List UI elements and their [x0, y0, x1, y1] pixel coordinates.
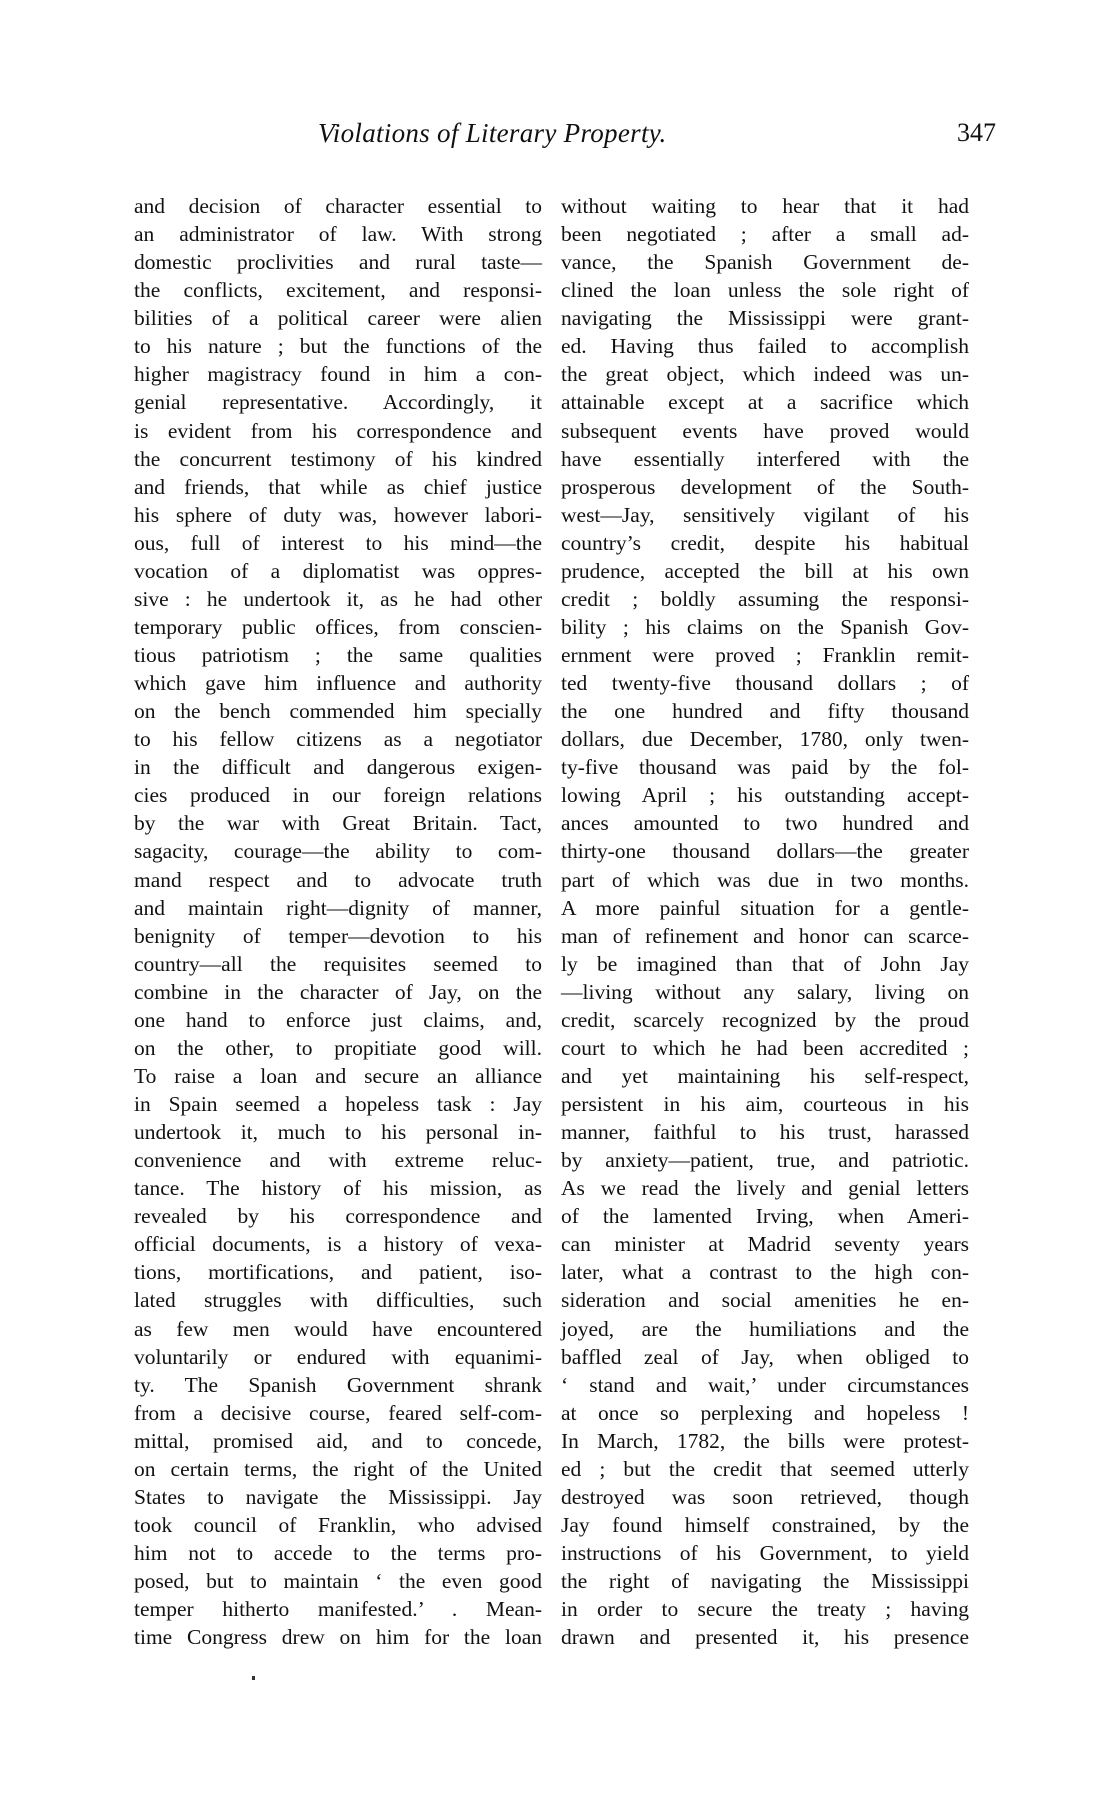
text-line: persistent in his aim, courteous in his	[561, 1092, 969, 1116]
text-line: of the lamented Irving, when Ameri-	[561, 1204, 969, 1229]
text-line: have essentially interfered with the	[561, 446, 969, 471]
text-line: undertook it, much to his personal in-	[134, 1120, 542, 1145]
text-line: took council of Franklin, who advised	[134, 1512, 542, 1537]
text-line: court to which he had been accredited ;	[561, 1035, 969, 1060]
text-line: sive : he undertook it, as he had other	[134, 586, 542, 611]
text-line: ances amounted to two hundred and	[561, 811, 969, 836]
text-line: bility ; his claims on the Spanish Gov-	[561, 614, 969, 639]
text-line: west—Jay, sensitively vigilant of his	[561, 502, 969, 527]
text-line: clined the loan unless the sole right of	[561, 278, 969, 303]
text-line: in Spain seemed a hopeless task : Jay	[134, 1092, 542, 1116]
text-line: drawn and presented it, his presence	[561, 1625, 969, 1650]
text-line: combine in the character of Jay, on the	[134, 979, 542, 1004]
text-line: as few men would have encountered	[134, 1316, 542, 1341]
text-line: temper hitherto manifested.’ . Mean-	[134, 1597, 542, 1622]
text-line: prosperous development of the South-	[561, 474, 969, 499]
text-line: the conflicts, excitement, and responsi-	[134, 278, 542, 303]
text-line: To raise a loan and secure an alliance	[134, 1063, 542, 1088]
text-line: to his nature ; but the functions of the	[134, 334, 542, 359]
text-line: and yet maintaining his self-respect,	[561, 1063, 969, 1088]
text-line: revealed by his correspondence and	[134, 1204, 542, 1229]
text-line: is evident from his correspondence and	[134, 418, 542, 443]
text-line: In March, 1782, the bills were protest-	[561, 1428, 969, 1453]
text-line: the great object, which indeed was un-	[561, 362, 969, 387]
text-line: States to navigate the Mississippi. Jay	[134, 1484, 542, 1509]
text-line: been negotiated ; after a small ad-	[561, 222, 969, 247]
text-line: ty-five thousand was paid by the fol-	[561, 755, 969, 780]
text-line: Jay found himself constrained, by the	[561, 1512, 969, 1537]
text-line: tance. The history of his mission, as	[134, 1176, 542, 1201]
text-line: thirty-one thousand dollars—the greater	[561, 839, 969, 864]
text-line: vocation of a diplomatist was oppres-	[134, 558, 542, 583]
text-line: As we read the lively and genial letters	[561, 1176, 969, 1201]
text-line: an administrator of law. With strong	[134, 222, 542, 247]
text-line: one hand to enforce just claims, and,	[134, 1007, 542, 1032]
text-line: manner, faithful to his trust, harassed	[561, 1120, 969, 1145]
page-number: 347	[957, 118, 996, 147]
text-line: lated struggles with difficulties, such	[134, 1288, 542, 1313]
text-line: joyed, are the humiliations and the	[561, 1316, 969, 1341]
text-line: dollars, due December, 1780, only twen-	[561, 727, 969, 752]
text-line: genial representative. Accordingly, it	[134, 390, 542, 415]
text-line: his sphere of duty was, however labori-	[134, 502, 542, 527]
text-line: —living without any salary, living on	[561, 979, 969, 1004]
text-line: benignity of temper—devotion to his	[134, 923, 542, 948]
text-line: in the difficult and dangerous exigen-	[134, 755, 542, 780]
text-line: ted twenty-five thousand dollars ; of	[561, 671, 969, 696]
right-text-column	[561, 192, 969, 1651]
text-line: subsequent events have proved would	[561, 418, 969, 443]
text-line: later, what a contrast to the high con-	[561, 1260, 969, 1285]
text-line: lowing April ; his outstanding accept-	[561, 783, 969, 808]
text-line: on the other, to propitiate good will.	[134, 1035, 542, 1060]
text-line: sagacity, courage—the ability to com-	[134, 839, 542, 864]
text-line: can minister at Madrid seventy years	[561, 1232, 969, 1257]
text-line: official documents, is a history of vexa-	[134, 1232, 542, 1257]
text-line: country’s credit, despite his habitual	[561, 530, 969, 555]
text-line: destroyed was soon retrieved, though	[561, 1484, 969, 1509]
text-line: baffled zeal of Jay, when obliged to	[561, 1344, 969, 1369]
text-line: and decision of character essential to	[134, 194, 542, 218]
text-line: ty. The Spanish Government shrank	[134, 1372, 542, 1397]
text-line: navigating the Mississippi were grant-	[561, 306, 969, 331]
text-line: which gave him influence and authority	[134, 671, 542, 696]
page-header	[0, 118, 1120, 158]
text-line: country—all the requisites seemed to	[134, 951, 542, 976]
text-line: sideration and social amenities he en-	[561, 1288, 969, 1313]
text-line: vance, the Spanish Government de-	[561, 250, 969, 275]
text-line: him not to accede to the terms pro-	[134, 1541, 542, 1565]
text-line: at once so perplexing and hopeless !	[561, 1400, 969, 1425]
text-line: without waiting to hear that it had	[561, 194, 969, 218]
text-line: credit, scarcely recognized by the proud	[561, 1007, 969, 1032]
text-line: from a decisive course, feared self-com-	[134, 1400, 542, 1425]
text-line: cies produced in our foreign relations	[134, 783, 542, 808]
text-line: ly be imagined than that of John Jay	[561, 951, 969, 976]
text-line: by the war with Great Britain. Tact,	[134, 811, 542, 836]
text-line: the right of navigating the Mississippi	[561, 1569, 969, 1594]
text-line: man of refinement and honor can scarce-	[561, 923, 969, 948]
text-line: part of which was due in two months.	[561, 867, 969, 892]
text-line: the one hundred and fifty thousand	[561, 699, 969, 724]
text-line: voluntarily or endured with equanimi-	[134, 1344, 542, 1369]
text-line: to his fellow citizens as a negotiator	[134, 727, 542, 752]
text-line: posed, but to maintain ‘ the even good	[134, 1569, 542, 1594]
text-line: and maintain right—dignity of manner,	[134, 895, 542, 920]
text-line: higher magistracy found in him a con-	[134, 362, 542, 387]
text-line: tious patriotism ; the same qualities	[134, 643, 542, 667]
left-text-column	[134, 192, 542, 1651]
running-title: Violations of Literary Property.	[318, 118, 667, 148]
text-line: domestic proclivities and rural taste—	[134, 250, 542, 275]
text-line: mittal, promised aid, and to concede,	[134, 1428, 542, 1453]
text-line: ous, full of interest to his mind—the	[134, 530, 542, 555]
text-line: prudence, accepted the bill at his own	[561, 558, 969, 583]
text-line: instructions of his Government, to yield	[561, 1541, 969, 1565]
stray-print-mark	[252, 1676, 255, 1680]
text-line: by anxiety—patient, true, and patriotic.	[561, 1148, 969, 1173]
text-line: ed. Having thus failed to accomplish	[561, 334, 969, 359]
text-line: ernment were proved ; Franklin remit-	[561, 643, 969, 667]
text-line: time Congress drew on him for the loan	[134, 1625, 542, 1650]
text-line: convenience and with extreme reluc-	[134, 1148, 542, 1173]
text-line: ‘ stand and wait,’ under circumstances	[561, 1372, 969, 1397]
text-line: ed ; but the credit that seemed utterly	[561, 1456, 969, 1481]
text-line: bilities of a political career were alien	[134, 306, 542, 331]
text-line: credit ; boldly assuming the responsi-	[561, 586, 969, 611]
text-line: and friends, that while as chief justice	[134, 474, 542, 499]
text-line: mand respect and to advocate truth	[134, 867, 542, 892]
text-line: A more painful situation for a gentle-	[561, 895, 969, 920]
text-line: on the bench commended him specially	[134, 699, 542, 724]
text-line: on certain terms, the right of the United	[134, 1456, 542, 1481]
text-line: the concurrent testimony of his kindred	[134, 446, 542, 471]
text-line: attainable except at a sacrifice which	[561, 390, 969, 415]
text-line: temporary public offices, from conscien-	[134, 614, 542, 639]
text-line: in order to secure the treaty ; having	[561, 1597, 969, 1622]
text-line: tions, mortifications, and patient, iso-	[134, 1260, 542, 1285]
